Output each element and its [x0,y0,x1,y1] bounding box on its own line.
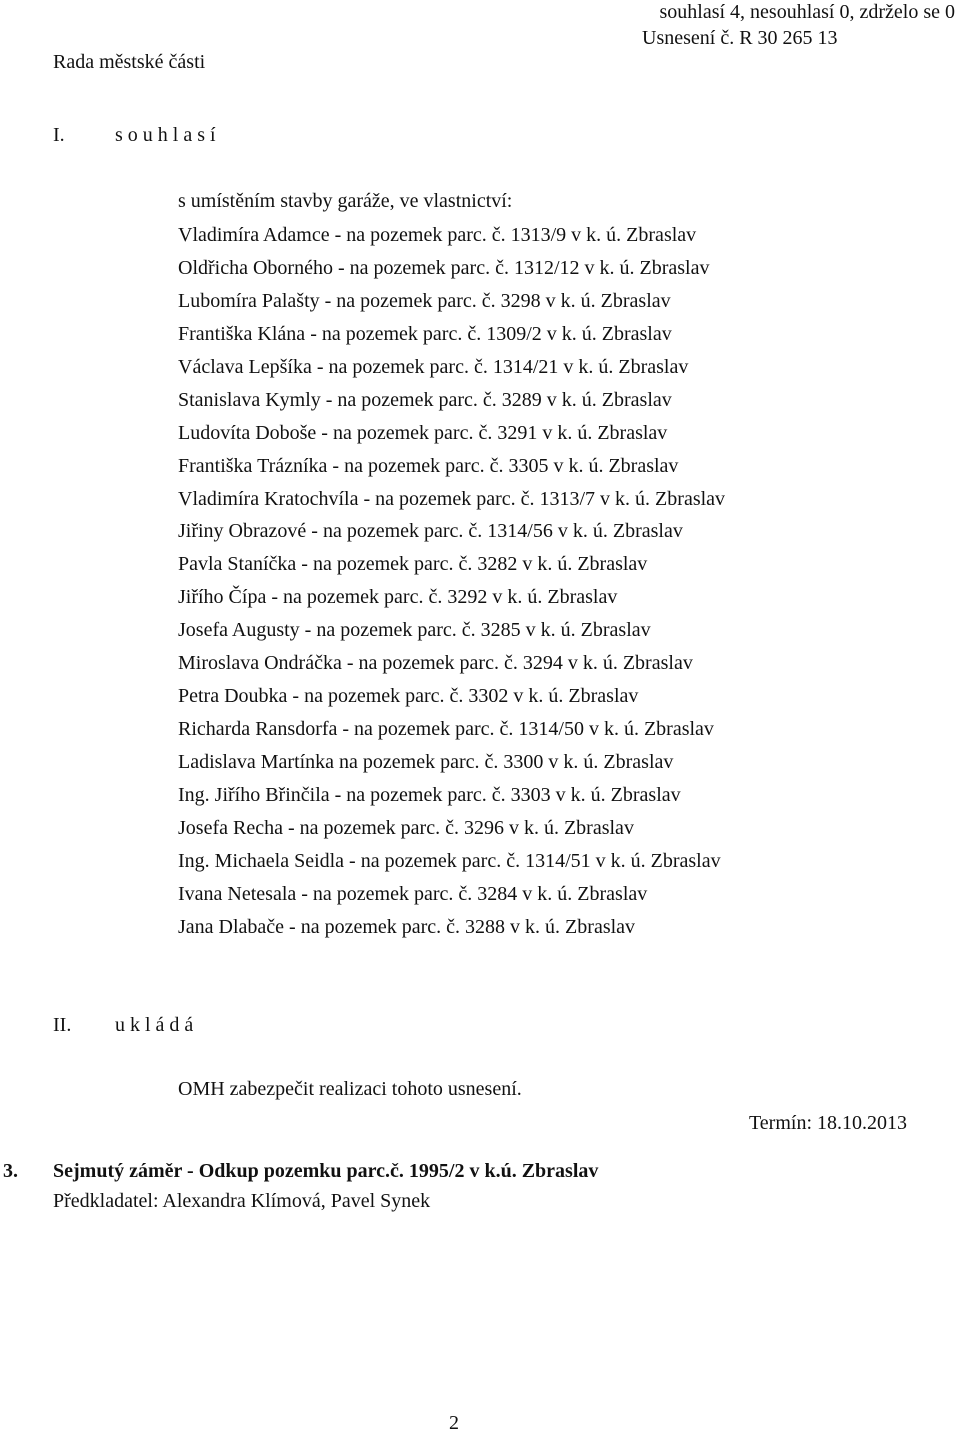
list-item: Františka Trázníka - na pozemek parc. č. 3305 v k. ú. Zbraslav [178,454,679,477]
list-item: Jiřiny Obrazové - na pozemek parc. č. 1314/56 v k. ú. Zbraslav [178,520,683,543]
list-item: Ing. Jiřího Břinčila - na pozemek parc. č. 3303 v k. ú. Zbraslav [178,783,681,806]
section-2-task: OMH zabezpečit realizaci tohoto usnesení. [178,1078,522,1100]
agenda-item-number: 3. [3,1160,18,1182]
list-item: Františka Klána - na pozemek parc. č. 1309/2 v k. ú. Zbraslav [178,322,672,345]
list-item: Ing. Michaela Seidla - na pozemek parc. č. 1314/51 v k. ú. Zbraslav [178,849,721,872]
resolution-number: Usnesení č. R 30 265 13 [642,27,838,49]
list-item: Josefa Augusty - na pozemek parc. č. 3285 v k. ú. Zbraslav [178,619,651,642]
section-1-heading: s o u h l a s í [115,124,216,146]
list-item: Ivana Netesala - na pozemek parc. č. 3284 v k. ú. Zbraslav [178,882,648,905]
list-item: Richarda Ransdorfa - na pozemek parc. č. 1314/50 v k. ú. Zbraslav [178,718,714,741]
owners-list [178,219,725,944]
agenda-item-title: Sejmutý záměr - Odkup pozemku parc.č. 1995/2 v k.ú. Zbraslav [53,1160,599,1182]
vote-result: souhlasí 4, nesouhlasí 0, zdrželo se 0 [659,1,955,23]
list-item: Josefa Recha - na pozemek parc. č. 3296 v k. ú. Zbraslav [178,816,634,839]
list-item: Stanislava Kymly - na pozemek parc. č. 3289 v k. ú. Zbraslav [178,388,672,411]
council-name: Rada městské části [53,51,206,73]
list-item: Petra Doubka - na pozemek parc. č. 3302 v k. ú. Zbraslav [178,685,639,708]
list-item: Ladislava Martínka na pozemek parc. č. 3300 v k. ú. Zbraslav [178,751,674,773]
section-2-numeral: II. [53,1014,72,1036]
agenda-item-presenters: Předkladatel: Alexandra Klímová, Pavel Synek [53,1190,431,1212]
list-item: Jiřího Čípa - na pozemek parc. č. 3292 v k. ú. Zbraslav [178,586,618,609]
list-item: Jana Dlabače - na pozemek parc. č. 3288 v k. ú. Zbraslav [178,915,636,938]
deadline: Termín: 18.10.2013 [748,1112,907,1134]
list-item: Pavla Staníčka - na pozemek parc. č. 3282 v k. ú. Zbraslav [178,553,648,576]
list-item: Václava Lepšíka - na pozemek parc. č. 1314/21 v k. ú. Zbraslav [178,355,689,378]
list-item: Miroslava Ondráčka - na pozemek parc. č. 3294 v k. ú. Zbraslav [178,652,693,675]
list-item: Vladimíra Adamce - na pozemek parc. č. 1313/9 v k. ú. Zbraslav [178,224,697,246]
list-item: Lubomíra Palašty - na pozemek parc. č. 3298 v k. ú. Zbraslav [178,289,671,312]
list-item: Ludovíta Doboše - na pozemek parc. č. 3291 v k. ú. Zbraslav [178,421,668,444]
section-1-numeral: I. [53,124,65,146]
section-1-intro: s umístěním stavby garáže, ve vlastnictví: [178,190,513,212]
list-item: Vladimíra Kratochvíla - na pozemek parc. č. 1313/7 v k. ú. Zbraslav [178,487,726,510]
section-2-heading: u k l á d á [115,1014,194,1036]
page-number: 2 [449,1412,459,1434]
list-item: Oldřicha Oborného - na pozemek parc. č. 1312/12 v k. ú. Zbraslav [178,256,710,279]
